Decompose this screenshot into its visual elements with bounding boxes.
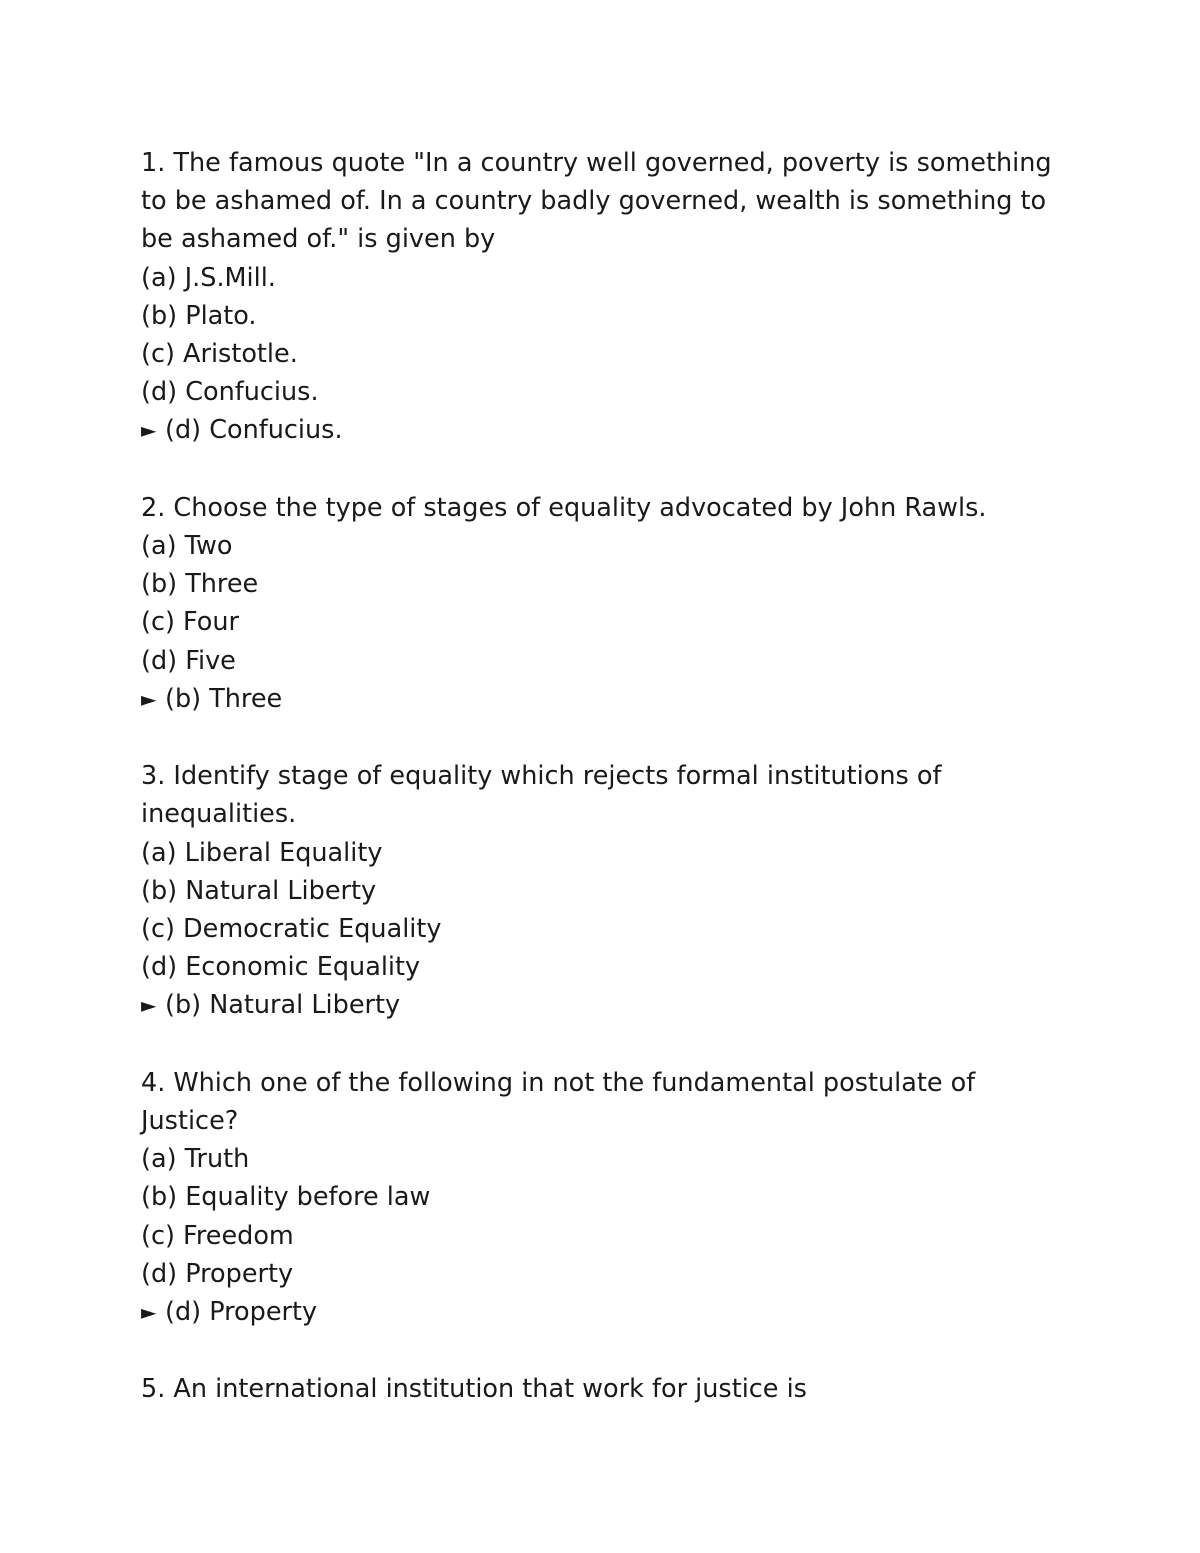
right-pointer-icon: ►	[141, 993, 157, 1018]
question-stem: 1. The famous quote "In a country well governed, poverty is something to be ashamed of. In a country badly governed, wealth is something to be ashamed of." is given by	[141, 148, 1052, 255]
answer-text: (d) Confucius.	[165, 415, 343, 446]
option-c: (c) Aristotle.	[141, 339, 298, 370]
right-pointer-icon: ►	[141, 686, 157, 711]
option-b: (b) Three	[141, 569, 259, 600]
option-b: (b) Plato.	[141, 300, 257, 331]
question-5	[141, 1370, 1061, 1408]
answer-line	[141, 680, 1061, 719]
option-b: (b) Equality before law	[141, 1182, 431, 1213]
option-c: (c) Democratic Equality	[141, 914, 442, 945]
option-a: (a) Liberal Equality	[141, 837, 383, 868]
option-d: (d) Five	[141, 645, 236, 676]
question-4	[141, 1064, 1061, 1332]
option-c: (c) Four	[141, 607, 240, 638]
option-a: (a) J.S.Mill.	[141, 262, 276, 293]
answer-text: (d) Property	[165, 1297, 318, 1328]
option-a: (a) Two	[141, 531, 233, 562]
question-stem: 2. Choose the type of stages of equality advocated by John Rawls.	[141, 492, 987, 523]
answer-text: (b) Natural Liberty	[165, 990, 401, 1021]
answer-text: (b) Three	[165, 683, 283, 714]
right-pointer-icon: ►	[141, 418, 157, 443]
option-d: (d) Economic Equality	[141, 952, 421, 983]
answer-line	[141, 1293, 1061, 1332]
option-a: (a) Truth	[141, 1144, 250, 1175]
answer-line	[141, 411, 1061, 450]
option-c: (c) Freedom	[141, 1220, 294, 1251]
answer-line	[141, 986, 1061, 1025]
question-stem: 5. An international institution that work for justice is	[141, 1374, 807, 1405]
right-pointer-icon: ►	[141, 1300, 157, 1325]
option-b: (b) Natural Liberty	[141, 875, 377, 906]
question-3	[141, 757, 1061, 1025]
option-d: (d) Property	[141, 1258, 294, 1289]
question-stem: 3. Identify stage of equality which rejects formal institutions of inequalities.	[141, 761, 942, 830]
question-stem: 4. Which one of the following in not the fundamental postulate of Justice?	[141, 1067, 976, 1137]
question-1	[141, 144, 1061, 451]
document-page	[141, 144, 1061, 1447]
option-d: (d) Confucius.	[141, 377, 319, 408]
question-2	[141, 489, 1061, 719]
